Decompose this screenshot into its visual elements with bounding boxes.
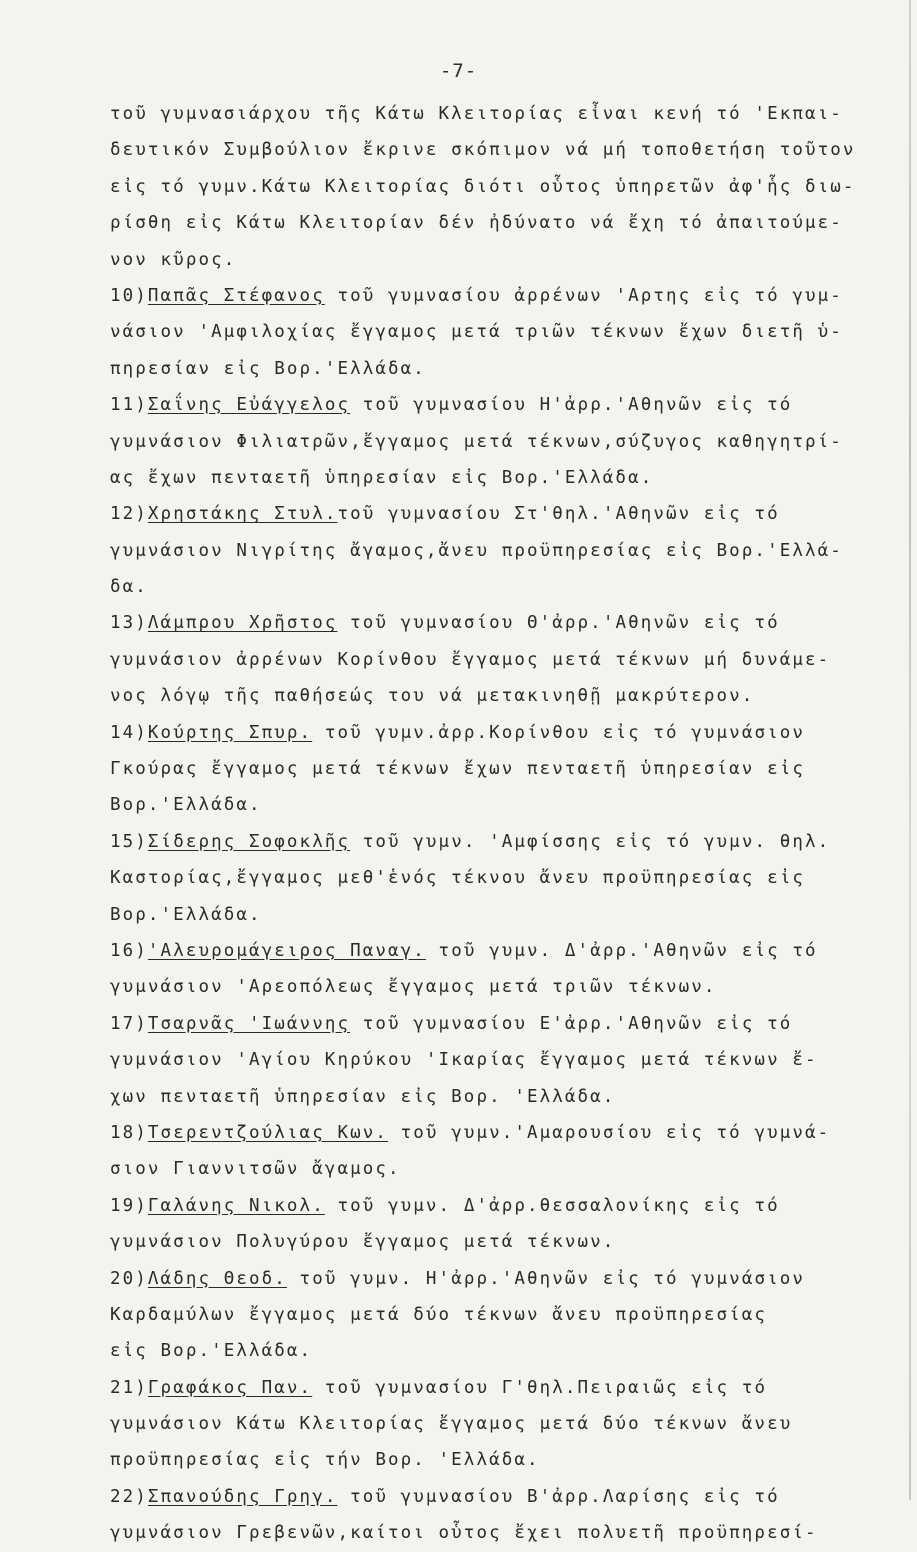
teacher-name: Γαλάνης Νικολ.	[147, 1195, 325, 1216]
text-line	[110, 1479, 880, 1515]
text-line	[110, 1151, 880, 1187]
teacher-name: Λάδης Θεοδ.	[147, 1268, 287, 1289]
teacher-name: Παπᾶς Στέφανος	[147, 285, 325, 306]
text-line	[110, 351, 880, 387]
text-line	[110, 278, 880, 314]
line-text: νος λόγῳ τῆς παθήσεώς του νά μετακινηθῇ μακρύτερον.	[110, 686, 755, 707]
line-text: Καρδαμύλων ἔγγαμος μετά δύο τέκνων ἄνευ προϋπηρεσίας	[110, 1304, 768, 1325]
text-line	[110, 605, 880, 641]
line-text: τοῦ γυμνασίου Η'ἀρρ.'Αθηνῶν εἰς τό	[350, 395, 793, 416]
teacher-name: Τσερεντζούλιας Κων.	[147, 1122, 389, 1143]
text-line	[110, 169, 880, 205]
line-text: τοῦ γυμν. Η'ἀρρ.'Αθηνῶν εἰς τό γυμνάσιον	[286, 1268, 805, 1289]
line-text: τοῦ γυμνασίου Θ'ἀρρ.'Αθηνῶν εἰς τό	[337, 613, 780, 634]
text-line	[110, 96, 880, 132]
line-text: Βορ.'Ελλάδα.	[110, 795, 262, 816]
item-number: 18)	[110, 1122, 148, 1143]
text-line	[110, 496, 880, 532]
item-number: 10)	[110, 285, 148, 306]
line-text: τοῦ γυμνασίου Β'ἀρρ.Λαρίσης εἰς τό	[337, 1486, 780, 1507]
line-text: τοῦ γυμν. 'Αμφίσσης εἰς τό γυμν. θηλ.	[350, 831, 831, 852]
text-line	[110, 1261, 880, 1297]
line-text: τοῦ γυμν.ἀρρ.Κορίνθου εἰς τό γυμνάσιον	[312, 722, 806, 743]
line-text: τοῦ γυμνασίου Στ'θηλ.'Αθηνῶν εἰς τό	[337, 504, 780, 525]
line-text: τοῦ γυμνασίου Γ'θηλ.Πειραιῶς εἰς τό	[312, 1377, 768, 1398]
text-line	[110, 751, 880, 787]
line-text: δα.	[110, 577, 148, 598]
line-text: προϋπηρεσίας εἰς τήν Βορ. 'Ελλάδα.	[110, 1450, 540, 1471]
teacher-name: Σίδερης Σοφοκλῆς	[147, 831, 351, 852]
line-text: ας ἔχων πενταετῆ ὑπηρεσίαν εἰς Βορ.'Ελλάδα.	[110, 467, 654, 488]
item-number: 11)	[110, 395, 148, 416]
text-line	[110, 460, 880, 496]
text-line	[110, 1006, 880, 1042]
text-line	[110, 205, 880, 241]
page-edge-shadow	[909, 0, 911, 1500]
line-text: γυμνάσιον ἀρρένων Κορίνθου ἔγγαμος μετά τέκνων μή δυνάμε-	[110, 649, 831, 670]
line-text: δευτικόν Συμβούλιον ἔκρινε σκόπιμον νά μή τοποθετήση τοῦτον	[110, 140, 856, 161]
item-number: 21)	[110, 1377, 148, 1398]
text-line	[110, 1115, 880, 1151]
item-number: 20)	[110, 1268, 148, 1289]
line-text: γυμνάσιον Κάτω Κλειτορίας ἔγγαμος μετά δύο τέκνων ἄνευ	[110, 1414, 793, 1435]
line-text: ρίσθη εἰς Κάτω Κλειτορίαν δέν ἠδύνατο νά ἔχη τό ἀπαιτούμε-	[110, 213, 843, 234]
text-line	[110, 897, 880, 933]
text-line	[110, 642, 880, 678]
line-text: γυμνάσιον Φιλιατρῶν,ἔγγαμος μετά τέκνων,σύζυγος καθηγητρί-	[110, 431, 843, 452]
text-line	[110, 1079, 880, 1115]
body-text	[110, 96, 880, 1552]
text-line	[110, 1224, 880, 1260]
line-text: γυμνάσιον Γρεβενῶν,καίτοι οὗτος ἔχει πολυετῆ προϋπηρεσί-	[110, 1523, 818, 1544]
teacher-name: Λάμπρου Χρῆστος	[147, 613, 338, 634]
line-text: τοῦ γυμν.'Αμαρουσίου εἰς τό γυμνά-	[388, 1122, 831, 1143]
item-number: 13)	[110, 613, 148, 634]
item-number: 17)	[110, 1013, 148, 1034]
text-line	[110, 569, 880, 605]
teacher-name: 'Αλευρομάγειρος Παναγ.	[147, 940, 426, 961]
text-line	[110, 824, 880, 860]
item-number: 22)	[110, 1486, 148, 1507]
line-text: Γκούρας ἔγγαμος μετά τέκνων ἔχων πενταετῆ ὑπηρεσίαν εἰς	[110, 759, 805, 780]
teacher-name: Τσαρνᾶς 'Ιωάννης	[147, 1013, 351, 1034]
item-number: 12)	[110, 504, 148, 525]
line-text: τοῦ γυμνασιάρχου τῆς Κάτω Κλειτορίας εἶναι κενή τό 'Εκπαι-	[110, 104, 843, 124]
teacher-name: Γραφάκος Παν.	[147, 1377, 313, 1398]
text-line	[110, 242, 880, 278]
text-line	[110, 678, 880, 714]
line-text: νάσιον 'Αμφιλοχίας ἔγγαμος μετά τριῶν τέκνων ἔχων διετῆ ὑ-	[110, 322, 843, 343]
teacher-name: Χρηστάκης Στυλ.	[147, 504, 338, 525]
text-line	[110, 424, 880, 460]
text-line	[110, 314, 880, 350]
text-line	[110, 1333, 880, 1369]
text-line	[110, 860, 880, 896]
line-text: γυμνάσιον 'Αγίου Κηρύκου 'Ικαρίας ἔγγαμος μετά τέκνων ἔ-	[110, 1050, 818, 1071]
text-line	[110, 969, 880, 1005]
text-line	[110, 715, 880, 751]
text-line	[110, 1515, 880, 1551]
text-line	[110, 1042, 880, 1078]
line-text: τοῦ γυμν. Δ'ἀρρ.'Αθηνῶν εἰς τό	[425, 940, 818, 961]
line-text: νον κῦρος.	[110, 249, 237, 270]
line-text: τοῦ γυμνασίου Ε'ἀρρ.'Αθηνῶν εἰς τό	[350, 1013, 793, 1034]
line-text: Καστορίας,ἔγγαμος μεθ'ἑνός τέκνου ἄνευ προϋπηρεσίας εἰς	[110, 868, 805, 889]
item-number: 19)	[110, 1195, 148, 1216]
text-line	[110, 1188, 880, 1224]
text-line	[110, 132, 880, 168]
line-text: τοῦ γυμν. Δ'ἀρρ.θεσσαλονίκης εἰς τό	[324, 1195, 780, 1216]
text-line	[110, 787, 880, 823]
line-text: γυμνάσιον 'Αρεοπόλεως ἔγγαμος μετά τριῶν τέκνων.	[110, 977, 717, 998]
line-text: τοῦ γυμνασίου ἀρρένων 'Αρτης εἰς τό γυμ-	[324, 285, 843, 306]
page-number: -7-	[439, 60, 478, 82]
text-line	[110, 1442, 880, 1478]
text-line	[110, 387, 880, 423]
line-text: σιον Γιαννιτσῶν ἄγαμος.	[110, 1159, 401, 1180]
text-line	[110, 1406, 880, 1442]
teacher-name: Σαΐνης Εὐάγγελος	[147, 395, 351, 416]
teacher-name: Σπανούδης Γρηγ.	[147, 1486, 338, 1507]
text-line	[110, 933, 880, 969]
text-line	[110, 1370, 880, 1406]
text-line	[110, 533, 880, 569]
line-text: εἰς Βορ.'Ελλάδα.	[110, 1341, 313, 1362]
line-text: γυμνάσιον Νιγρίτης ἄγαμος,ἄνευ προϋπηρεσίας εἰς Βορ.'Ελλά-	[110, 540, 843, 561]
line-text: πηρεσίαν εἰς Βορ.'Ελλάδα.	[110, 358, 426, 379]
line-text: Βορ.'Ελλάδα.	[110, 904, 262, 925]
text-line	[110, 1297, 880, 1333]
teacher-name: Κούρτης Σπυρ.	[147, 722, 313, 743]
item-number: 16)	[110, 940, 148, 961]
line-text: γυμνάσιον Πολυγύρου ἔγγαμος μετά τέκνων.	[110, 1232, 616, 1253]
line-text: εἰς τό γυμν.Κάτω Κλειτορίας διότι οὗτος ὑπηρετῶν ἀφ'ἧς διω-	[110, 176, 856, 197]
item-number: 15)	[110, 831, 148, 852]
item-number: 14)	[110, 722, 148, 743]
line-text: χων πενταετῆ ὑπηρεσίαν εἰς Βορ. 'Ελλάδα.	[110, 1086, 616, 1107]
